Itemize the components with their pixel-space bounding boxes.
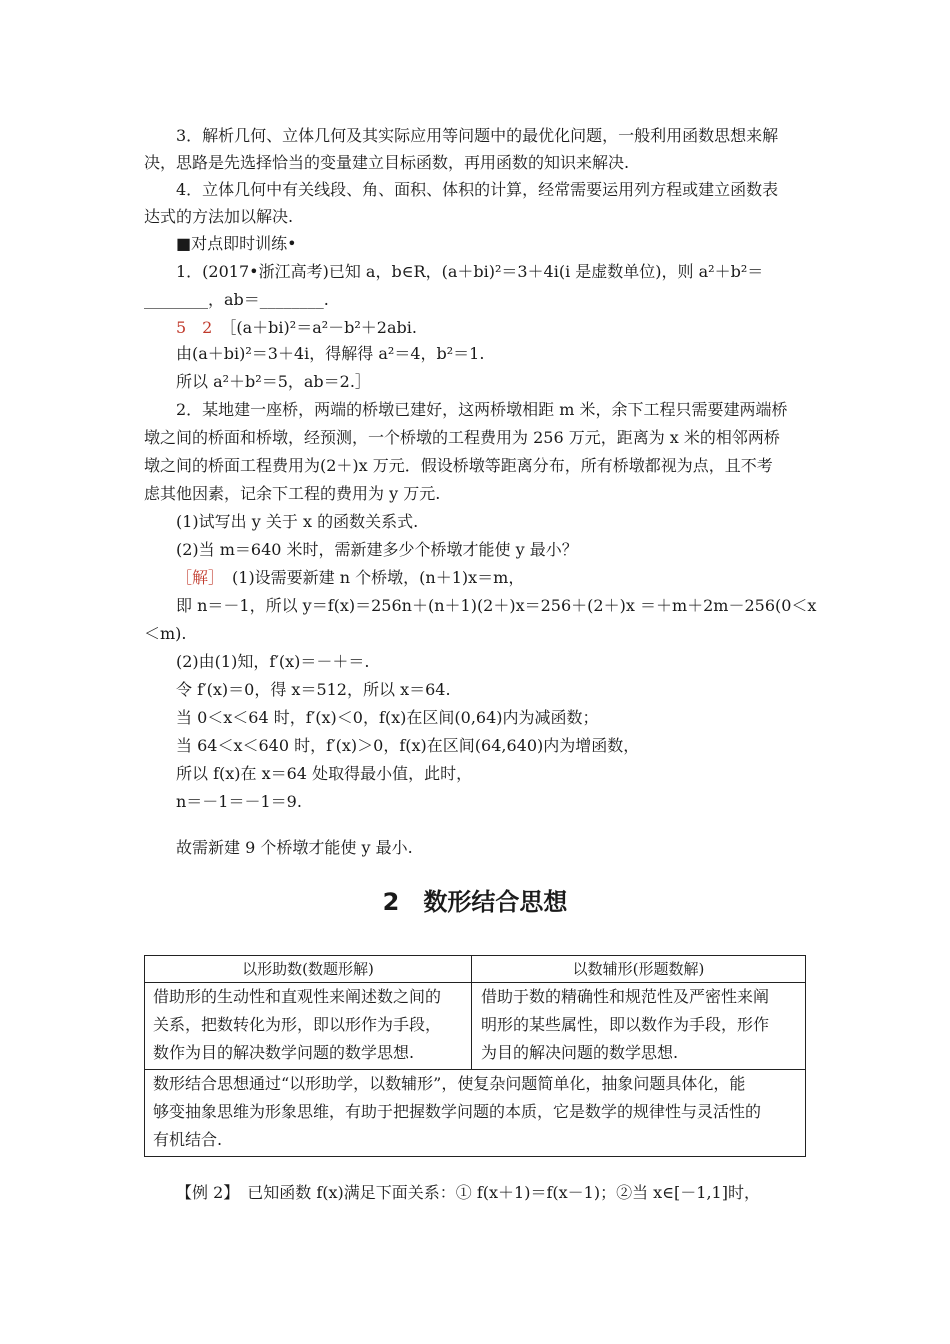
text-line: 2．某地建一座桥，两端的桥墩已建好，这两桥墩相距 m 米，余下工程只需要建两端桥 <box>176 400 788 419</box>
text-line: 当 0＜x＜64 时，f′(x)＜0，f(x)在区间(0,64)内为减函数； <box>176 708 599 727</box>
table-header-left: 以形助数(数题形解) <box>242 960 374 978</box>
table-header-right: 以数辅形(形题数解) <box>572 960 705 978</box>
text-line: n＝－1＝－1＝9. <box>176 792 302 811</box>
text-line: (2)当 m＝640 米时，需新建多少个桥墩才能使 y 最小？ <box>176 540 578 559</box>
table-cell-summary: 数形结合思想通过“以形助学，以数辅形”，使复杂问题简单化，抽象问题具体化，能 够变抽象思维为形象思维，有助于把握数学问题的本质，它是数学的规律性与灵活性的 有机结合. <box>153 1074 762 1149</box>
solution-tag: ［解］ <box>176 568 217 587</box>
text-line: 3．解析几何、立体几何及其实际应用等问题中的最优化问题，一般利用函数思想来解 <box>176 126 779 145</box>
text-line: 即 n＝－1，所以 y＝f(x)＝256n＋(n＋1)(2＋)x＝256＋(2＋)x ＝＋m＋2m－256(0＜x <box>176 596 817 615</box>
text-line: 当 64＜x＜640 时，f′(x)＞0，f(x)在区间(64,640)内为增函数， <box>176 736 640 755</box>
text-line: ________，ab＝________. <box>144 290 329 309</box>
section-title: 2 数形结合思想 <box>382 888 568 916</box>
solution-line <box>176 568 806 588</box>
text-line: 4．立体几何中有关线段、角、面积、体积的计算，经常需要运用列方程或建立函数表 <box>176 180 779 199</box>
answer-line <box>176 318 806 338</box>
text-line: 故需新建 9 个桥墩才能使 y 最小. <box>176 838 413 857</box>
text-line: 虑其他因素，记余下工程的费用为 y 万元. <box>144 484 441 503</box>
solution-text: (1)设需要新建 n 个桥墩，(n＋1)x＝m， <box>216 568 525 587</box>
table-cell-left: 借助形的生动性和直观性来阐述数之间的 关系，把数转化为形，即以形作为手段， 数作为目的解决数学问题的数学思想. <box>153 987 442 1062</box>
text-line: 达式的方法加以解决. <box>144 207 294 226</box>
text-line: ■对点即时训练• <box>176 234 297 253</box>
text-line: 令 f′(x)＝0，得 x＝512，所以 x＝64. <box>176 680 451 699</box>
example-line: 【例 2】 已知函数 f(x)满足下面关系：① f(x＋1)＝f(x－1)；②当 x∈[－1,1]时， <box>176 1183 760 1202</box>
text-line: 由(a＋bi)²＝3＋4i，得解得 a²＝4，b²＝1. <box>176 344 485 363</box>
comparison-table <box>144 955 806 1157</box>
answer-explanation: ［(a＋bi)²＝a²－b²＋2abi. <box>228 318 417 337</box>
text-line: 墩之间的桥面工程费用为(2＋)x 万元．假设桥墩等距离分布，所有桥墩都视为点，且不考 <box>144 456 773 475</box>
answer-values: 5 2 <box>176 318 213 337</box>
text-line: 所以 a²＋b²＝5，ab＝2.］ <box>176 372 371 391</box>
text-line: 决，思路是先选择恰当的变量建立目标函数，再用函数的知识来解决. <box>144 153 630 172</box>
text-line: (1)试写出 y 关于 x 的函数关系式. <box>176 512 419 531</box>
text-line: 1．(2017•浙江高考)已知 a，b∈R，(a＋bi)²＝3＋4i(i 是虚数单位)，则 a²＋b²＝ <box>176 262 764 281</box>
table-cell-right: 借助于数的精确性和规范性及严密性来阐 明形的某些属性，即以数作为手段，形作 为目的解决问题的数学思想. <box>481 987 770 1062</box>
text-line: 所以 f(x)在 x＝64 处取得最小值，此时， <box>176 764 473 783</box>
text-line: ＜m). <box>144 624 187 643</box>
text-line: 墩之间的桥面和桥墩，经预测，一个桥墩的工程费用为 256 万元，距离为 x 米的相邻两桥 <box>144 428 780 447</box>
text-line: (2)由(1)知，f′(x)＝－＋＝. <box>176 652 370 671</box>
